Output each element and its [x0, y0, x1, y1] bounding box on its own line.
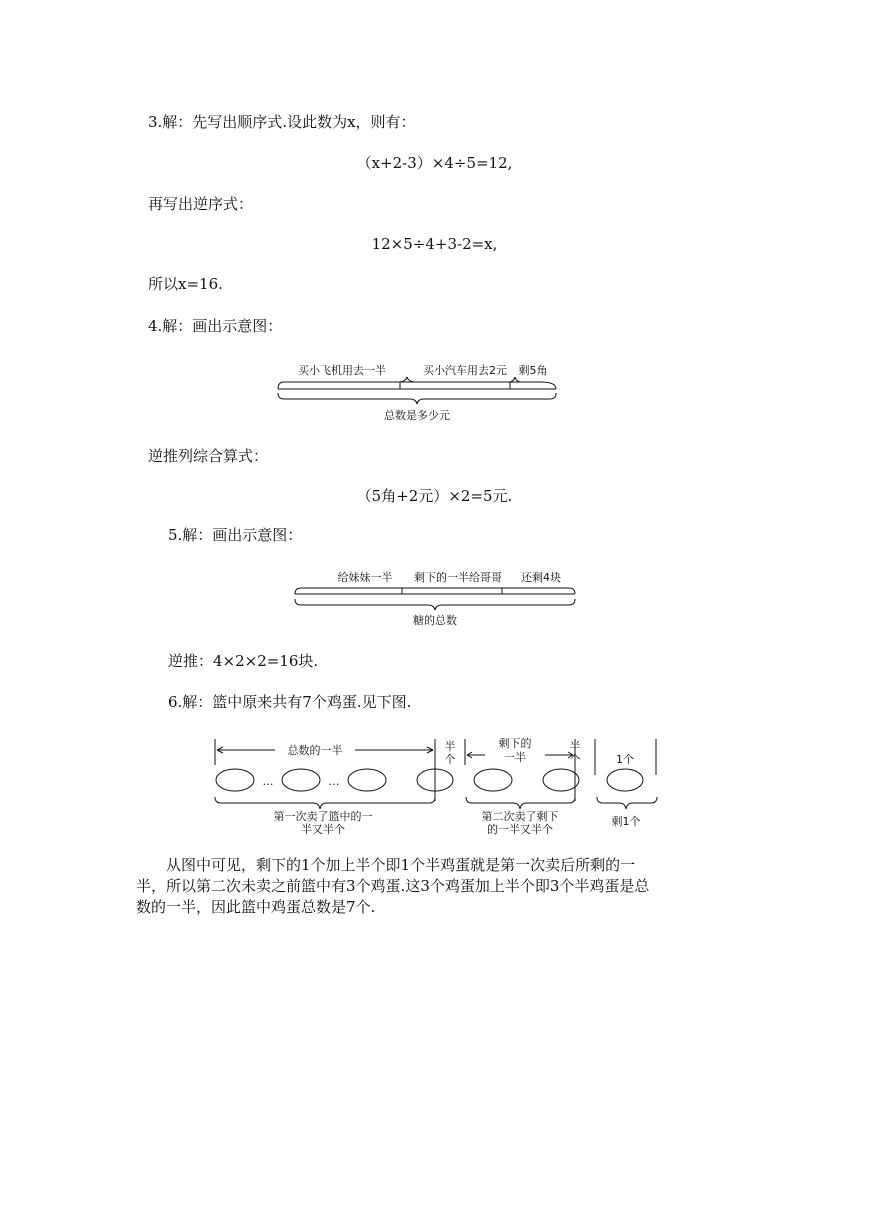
s4-line1: 4.解：画出示意图： [148, 317, 283, 335]
s4-line2: 逆推列综合算式： [148, 447, 269, 465]
s3-equation1: （x+2-3）×4÷5=12, [356, 154, 513, 172]
seg-label-remain: 剩5角 [518, 364, 548, 377]
ellipsis: … [262, 775, 274, 788]
s3-line2: 再写出逆序式： [148, 195, 254, 213]
egg [607, 769, 643, 791]
segment-bar [278, 377, 556, 404]
brace-first [215, 797, 435, 809]
label-first-a: 第一次卖了篮中的一 [273, 810, 373, 823]
seg-label-brother: 剩下的一半给哥哥 [414, 571, 502, 584]
egg [282, 769, 320, 791]
label-first-b: 半又半个 [301, 823, 345, 836]
label-half-b: 个 [444, 753, 456, 766]
label-left: 剩1个 [611, 815, 641, 828]
conclusion-line3: 数的一半，因此篮中鸡蛋总数是7个. [136, 898, 376, 916]
conclusion-paragraph [136, 855, 736, 918]
label-one: 1个 [616, 753, 634, 766]
s6-line1: 6.解：篮中原来共有7个鸡蛋.见下图. [168, 693, 412, 711]
egg [216, 769, 254, 791]
label-half2-b: 个 [569, 753, 581, 766]
ellipsis: … [328, 775, 340, 788]
seg-label-remain: 还剩4块 [521, 571, 561, 584]
diagram-candy [290, 566, 582, 630]
conclusion-line2: 半，所以第二次未卖之前篮中有3个鸡蛋.这3个鸡蛋加上半个即3个半鸡蛋是总 [136, 877, 650, 895]
segment-bar [295, 588, 575, 610]
label-half2-a: 半 [569, 740, 581, 753]
s5-line2: 逆推：4×2×2=16块. [168, 652, 319, 670]
s3-line1: 3.解：先写出顺序式.设此数为x，则有： [148, 113, 416, 131]
brace-second [466, 797, 575, 809]
egg [348, 769, 386, 791]
s3-equation2: 12×5÷4+3-2=x, [371, 235, 498, 253]
label-half-a: 半 [444, 740, 456, 753]
total-label: 糖的总数 [413, 614, 457, 627]
s5-line1: 5.解：画出示意图： [168, 526, 303, 544]
brace-left [597, 797, 657, 809]
label-remain-b: 一半 [504, 751, 526, 764]
seg-label-car: 买小汽车用去2元 [423, 364, 507, 377]
seg-label-plane: 买小飞机用去一半 [298, 364, 386, 377]
conclusion-line1: 从图中可见，剩下的1个加上半个即1个半鸡蛋就是第一次卖后所剩的一 [166, 856, 636, 874]
egg [474, 769, 512, 791]
diagram-eggs [205, 733, 670, 843]
s3-line3: 所以x=16. [148, 275, 223, 293]
label-remain-a: 剩下的 [498, 737, 532, 750]
egg-half [543, 769, 579, 791]
seg-label-sister: 给妹妹一半 [337, 571, 393, 584]
label-second-b: 的一半又半个 [487, 823, 553, 836]
label-half-total: 总数的一半 [287, 744, 343, 757]
diagram-money [270, 355, 570, 427]
s4-equation: （5角+2元）×2=5元. [356, 487, 513, 505]
label-second-a: 第二次卖了剩下 [481, 810, 559, 823]
total-label: 总数是多少元 [384, 409, 450, 422]
